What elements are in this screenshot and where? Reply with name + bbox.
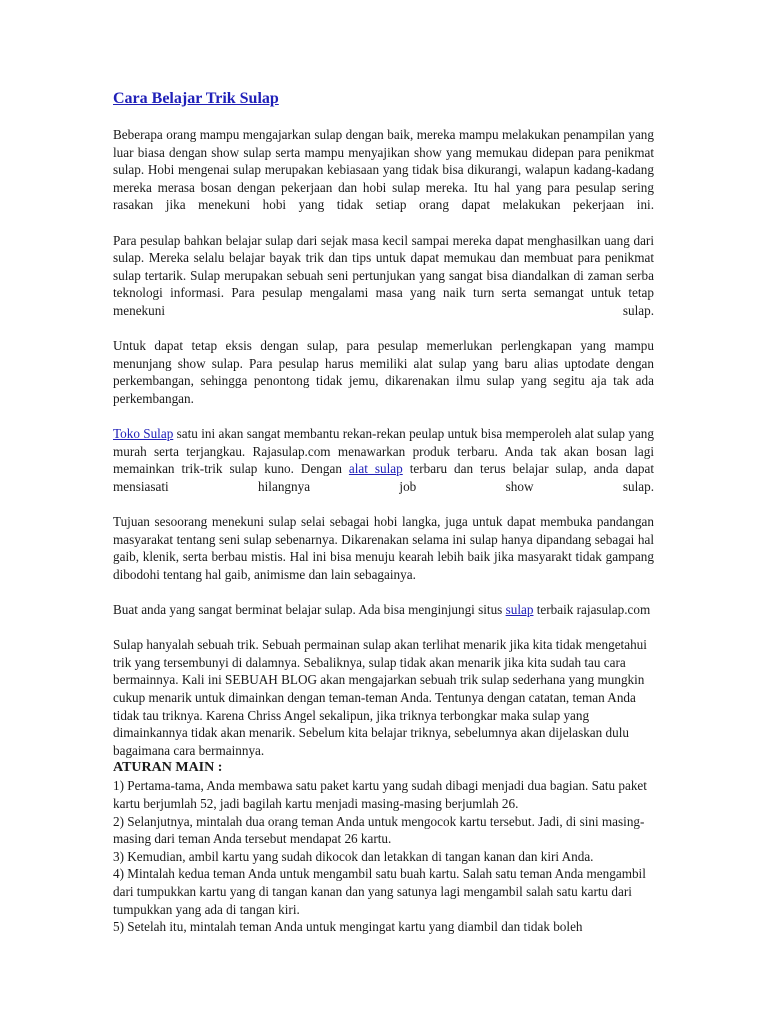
sulap-link[interactable]: sulap: [505, 602, 534, 618]
paragraph-6-text-2: terbaik rajasulap.com: [533, 602, 651, 618]
paragraph-4-text-1: satu ini akan sangat membantu rekan-rekan peulap untuk bisa memperoleh alat sulap yang murah serta terjangkau. Rajasulap.com menawarkan produk terbaru. Anda tak akan bosan lagi memainkan trik-trik sulap kuno. Dengan: [113, 426, 654, 477]
paragraph-3: Untuk dapat tetap eksis dengan sulap, para pesulap memerlukan perlengkapan yang mampu menunjang show sulap. Para pesulap harus memiliki alat sulap yang baru alias uptodate dengan perkembangan, sehingga penontong tidak jemu, dikarenakan ilmu sulap yang segitu aja tak ada perkembangan.: [113, 338, 654, 406]
rule-item: 4) Mintalah kedua teman Anda untuk mengambil satu buah kartu. Salah satu teman Anda mengambil dari tumpukkan kartu yang di tangan kanan dan yang satunya lagi mengambil salah satu kartu dari tumpukkan yang ada di tangan kiri.: [113, 866, 646, 917]
paragraph-4: [113, 425, 654, 495]
rule-item: 2) Selanjutnya, mintalah dua orang teman Anda untuk mengocok kartu tersebut. Jadi, di sini masing-masing dari teman Anda tersebut mendapat 26 kartu.: [113, 813, 645, 847]
paragraph-4-text-2: terbaru dan terus belajar sulap, anda dapat mensiasati hilangnya job show sulap.: [113, 461, 654, 494]
document-page: [113, 90, 654, 936]
rule-item: 3) Kemudian, ambil kartu yang sudah dikocok dan letakkan di tangan kanan dan kiri Anda.: [113, 848, 594, 864]
article-title-link[interactable]: Cara Belajar Trik Sulap: [113, 90, 279, 107]
toko-sulap-link[interactable]: Toko Sulap: [113, 426, 174, 442]
paragraph-6: [113, 601, 654, 619]
paragraph-1: Beberapa orang mampu mengajarkan sulap dengan baik, mereka mampu melakukan penampilan yang luar biasa dengan show sulap serta mampu menyajikan show yang memukau didepan para penikmat sulap. Hobi mengenai sulap merupakan kebiasaan yang tidak bisa dikurangi, walapun kadang-kadang mereka merasa bosan dengan pekerjaan dan hobi sulap mereka. Itu hal yang para pesulap sering rasakan jika menekuni hobi yang tidak setiap orang dapat melakukan pekerjaan ini.: [113, 127, 654, 213]
alat-sulap-link[interactable]: alat sulap: [348, 461, 403, 477]
rules-list: [113, 777, 654, 935]
rule-item: 5) Setelah itu, mintalah teman Anda untuk mengingat kartu yang diambil dan tidak boleh: [113, 919, 583, 935]
rule-item: 1) Pertama-tama, Anda membawa satu paket kartu yang sudah dibagi menjadi dua bagian. Satu paket kartu berjumlah 52, jadi bagilah kartu menjadi masing-masing berjumlah 26.: [113, 778, 647, 811]
rules-heading: ATURAN MAIN :: [113, 760, 223, 776]
paragraph-7: Sulap hanyalah sebuah trik. Sebuah permainan sulap akan terlihat menarik jika kita tidak mengetahui trik yang tersembunyi di dalamnya. Sebaliknya, sulap tidak akan menarik jika kita sudah tau cara bermainnya. Kali ini SEBUAH BLOG akan mengajarkan sebuah trik sulap sederhana yang mungkin cukup menarik untuk dimainkan dengan teman-teman Anda. Tentunya dengan catatan, teman Anda tidak tau triknya. Karena Chriss Angel sekalipun, jika triknya terbongkar maka sulap yang dimainkannya tidak akan menarik. Sebelum kita belajar triknya, sebelumnya akan dijelaskan dulu bagaimana cara bermainnya.: [113, 637, 647, 758]
paragraph-2: Para pesulap bahkan belajar sulap dari sejak masa kecil sampai mereka dapat menghasilkan uang dari sulap. Mereka selalu belajar bayak trik dan tips untuk dapat memukau dan membuat para penikmat sulap tertarik. Sulap merupakan sebuah seni pertunjukan yang sangat bisa diandalkan di zaman serba teknologi informasi. Para pesulap mengalami masa yang naik turn serta semangat untuk tetap menekuni sulap.: [113, 232, 654, 318]
paragraph-5: Tujuan sesoorang menekuni sulap selai sebagai hobi langka, juga untuk dapat membuka pandangan masyarakat tentang seni sulap sebenarnya. Dikarenakan selama ini sulap hanya dipandang sebagai hal gaib, klenik, serta berbau mistis. Hal ini bisa menuju kearah lebih baik jika masyarakt tidak gampang dibodohi tentang hal gaib, animisme dan lain sebagainya.: [113, 514, 654, 582]
paragraph-6-text-1: Buat anda yang sangat berminat belajar sulap. Ada bisa menginjungi situs: [113, 602, 506, 618]
